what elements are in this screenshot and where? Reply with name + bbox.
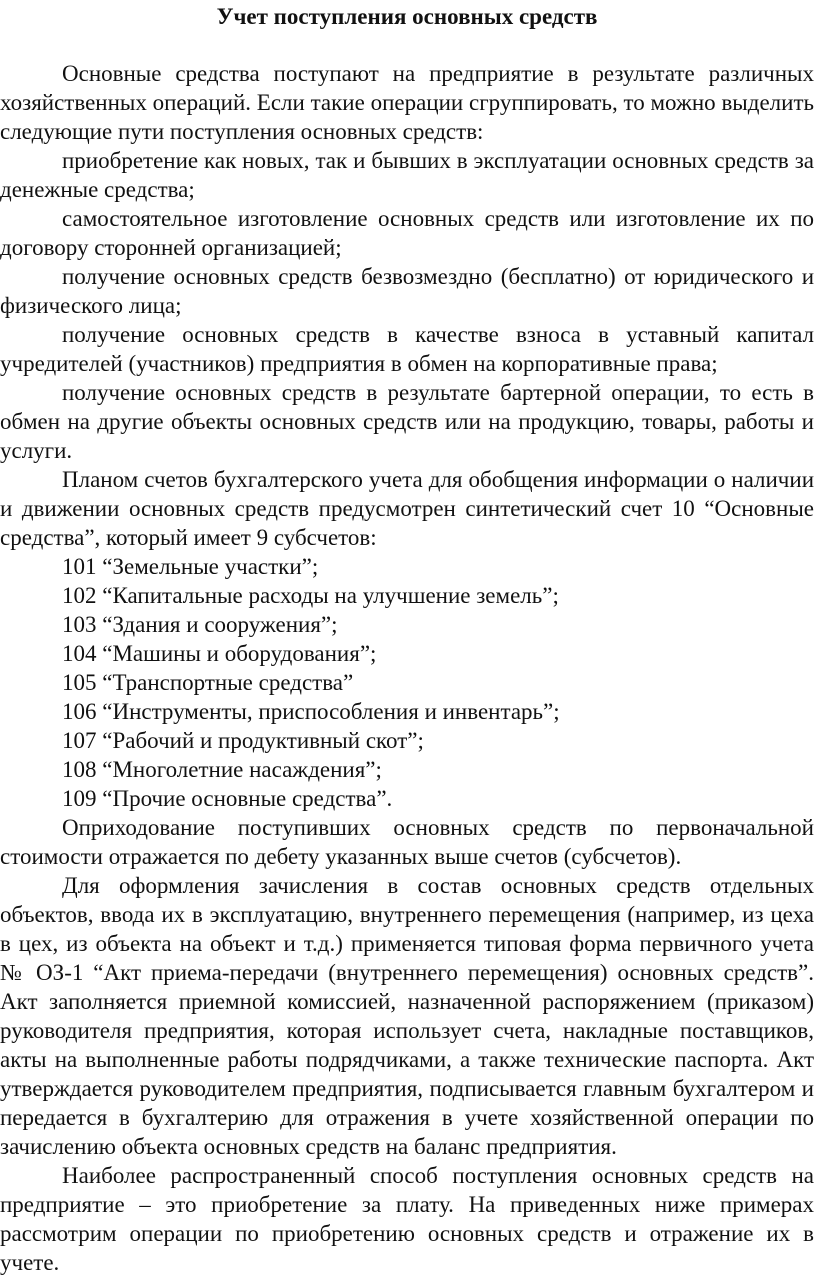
subaccount-item: 107 “Рабочий и продуктивный скот”; bbox=[62, 728, 424, 753]
intro-paragraph: Основные средства поступают на предприятие в результате различных хозяйственных операций. Если такие операции сгруппировать, то можно выделить следующие пути поступления основных средств: bbox=[0, 61, 814, 144]
final-paragraph: Наиболее распространенный способ поступления основных средств на предприятие – это приобретение за плату. На приведенных ниже примерах рассмотрим операции по приобретению основных средств и отражение их в учете. bbox=[0, 1163, 814, 1275]
subaccount-item: 108 “Многолетние насаждения”; bbox=[62, 757, 382, 782]
chart-of-accounts-paragraph: Планом счетов бухгалтерского учета для обобщения информации о наличии и движении основных средств предусмотрен синтетический счет 10 “Основные средства”, который имеет 9 субсчетов: bbox=[0, 467, 814, 550]
way-item-capital-contribution: получение основных средств в качестве взноса в уставный капитал учредителей (участников) предприятия в обмен на корпоративные права; bbox=[0, 322, 814, 376]
capitalization-paragraph: Оприходование поступивших основных средств по первоначальной стоимости отражается по дебету указанных выше счетов (субсчетов). bbox=[0, 815, 814, 869]
subaccount-item: 109 “Прочие основные средства”. bbox=[62, 786, 393, 811]
subaccount-item: 106 “Инструменты, приспособления и инвентарь”; bbox=[62, 699, 560, 724]
way-item-gratuitous: получение основных средств безвозмездно (бесплатно) от юридического и физического лица; bbox=[0, 264, 814, 318]
way-item-manufacture: самостоятельное изготовление основных средств или изготовление их по договору сторонней организацией; bbox=[0, 206, 814, 260]
form-oz1-paragraph: Для оформления зачисления в состав основных средств отдельных объектов, ввода их в эксплуатацию, внутреннего перемещения (например, из цеха в цех, из объекта на объект и т.д.) применяется типовая форма первичного учета № ОЗ-1 “Акт приема-передачи (внутреннего перемещения) основных средств”. Акт заполняется приемной комиссией, назначенной распоряжением (приказом) руководителя предприятия, которая использует счета, накладные поставщиков, акты на выполненные работы подрядчиками, а также технические паспорта. Акт утверждается руководителем предприятия, подписывается главным бухгалтером и передается в бухгалтерию для отражения в учете хозяйственной операции по зачислению объекта основных средств на баланс предприятия. bbox=[0, 873, 814, 1159]
way-item-barter: получение основных средств в результате бартерной операции, то есть в обмен на другие объекты основных средств или на продукцию, товары, работы и услуги. bbox=[0, 380, 814, 463]
way-item-purchase: приобретение как новых, так и бывших в эксплуатации основных средств за денежные средства; bbox=[0, 148, 814, 202]
document-page bbox=[0, 2, 816, 1275]
subaccount-item: 103 “Здания и сооружения”; bbox=[62, 612, 338, 637]
subaccount-item: 102 “Капитальные расходы на улучшение земель”; bbox=[62, 583, 559, 608]
subaccount-item: 101 “Земельные участки”; bbox=[62, 554, 319, 579]
subaccount-item: 105 “Транспортные средства” bbox=[62, 670, 354, 695]
subaccount-item: 104 “Машины и оборудования”; bbox=[62, 641, 377, 666]
document-title: Учет поступления основных средств bbox=[216, 4, 598, 29]
